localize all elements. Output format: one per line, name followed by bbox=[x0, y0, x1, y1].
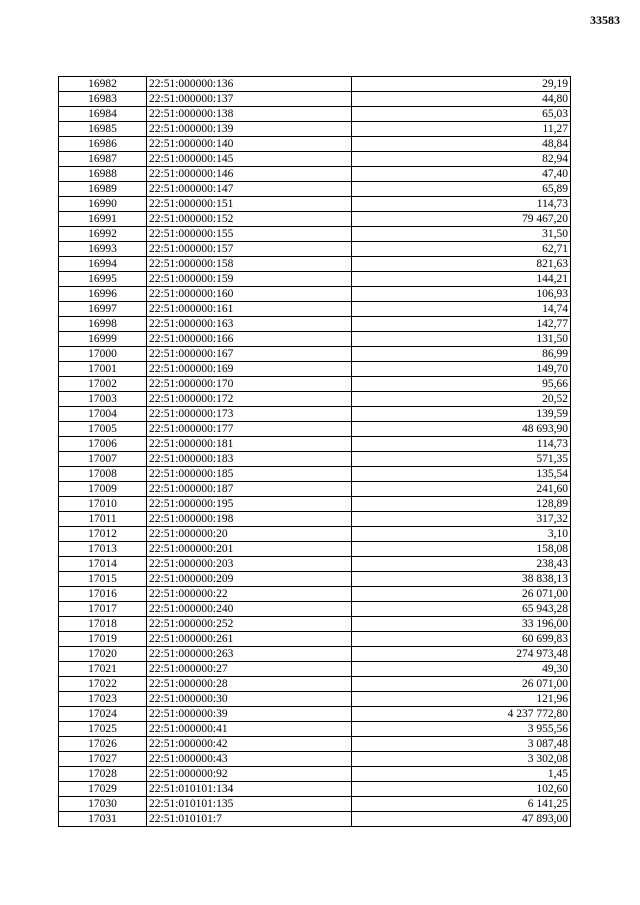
value-cell: 158,08 bbox=[352, 542, 571, 557]
cadastral-number-cell: 22:51:000000:152 bbox=[147, 212, 352, 227]
cadastral-number-cell: 22:51:000000:146 bbox=[147, 167, 352, 182]
cadastral-number-cell: 22:51:000000:198 bbox=[147, 512, 352, 527]
table-row bbox=[59, 122, 571, 137]
table-row bbox=[59, 257, 571, 272]
table-row bbox=[59, 662, 571, 677]
cadastral-number-cell: 22:51:000000:136 bbox=[147, 77, 352, 92]
table-row bbox=[59, 782, 571, 797]
cadastral-number-cell: 22:51:000000:20 bbox=[147, 527, 352, 542]
table-row bbox=[59, 332, 571, 347]
row-number-cell: 17009 bbox=[59, 482, 147, 497]
value-cell: 79 467,20 bbox=[352, 212, 571, 227]
row-number-cell: 16986 bbox=[59, 137, 147, 152]
value-cell: 139,59 bbox=[352, 407, 571, 422]
value-cell: 3 087,48 bbox=[352, 737, 571, 752]
row-number-cell: 17027 bbox=[59, 752, 147, 767]
row-number-cell: 17026 bbox=[59, 737, 147, 752]
table-row bbox=[59, 362, 571, 377]
table-row bbox=[59, 437, 571, 452]
table-row bbox=[59, 572, 571, 587]
value-cell: 121,96 bbox=[352, 692, 571, 707]
cadastral-number-cell: 22:51:000000:28 bbox=[147, 677, 352, 692]
value-cell: 48,84 bbox=[352, 137, 571, 152]
table-row bbox=[59, 227, 571, 242]
cadastral-number-cell: 22:51:000000:158 bbox=[147, 257, 352, 272]
row-number-cell: 17017 bbox=[59, 602, 147, 617]
cadastral-number-cell: 22:51:000000:159 bbox=[147, 272, 352, 287]
cadastral-number-cell: 22:51:000000:138 bbox=[147, 107, 352, 122]
cadastral-number-cell: 22:51:000000:41 bbox=[147, 722, 352, 737]
value-cell: 571,35 bbox=[352, 452, 571, 467]
cadastral-number-cell: 22:51:000000:185 bbox=[147, 467, 352, 482]
cadastral-number-cell: 22:51:000000:30 bbox=[147, 692, 352, 707]
value-cell: 6 141,25 bbox=[352, 797, 571, 812]
row-number-cell: 16991 bbox=[59, 212, 147, 227]
table-row bbox=[59, 242, 571, 257]
value-cell: 44,80 bbox=[352, 92, 571, 107]
row-number-cell: 17016 bbox=[59, 587, 147, 602]
table-row bbox=[59, 407, 571, 422]
value-cell: 95,66 bbox=[352, 377, 571, 392]
table-row bbox=[59, 707, 571, 722]
value-cell: 114,73 bbox=[352, 437, 571, 452]
table-row bbox=[59, 467, 571, 482]
row-number-cell: 17011 bbox=[59, 512, 147, 527]
value-cell: 26 071,00 bbox=[352, 677, 571, 692]
row-number-cell: 17013 bbox=[59, 542, 147, 557]
row-number-cell: 17020 bbox=[59, 647, 147, 662]
cadastral-number-cell: 22:51:000000:147 bbox=[147, 182, 352, 197]
row-number-cell: 16993 bbox=[59, 242, 147, 257]
row-number-cell: 17030 bbox=[59, 797, 147, 812]
cadastral-number-cell: 22:51:000000:201 bbox=[147, 542, 352, 557]
value-cell: 102,60 bbox=[352, 782, 571, 797]
value-cell: 135,54 bbox=[352, 467, 571, 482]
table-row bbox=[59, 452, 571, 467]
row-number-cell: 17004 bbox=[59, 407, 147, 422]
cadastral-number-cell: 22:51:000000:183 bbox=[147, 452, 352, 467]
table-row bbox=[59, 737, 571, 752]
cadastral-number-cell: 22:51:000000:252 bbox=[147, 617, 352, 632]
page-number: 33583 bbox=[590, 13, 620, 27]
table-row bbox=[59, 77, 571, 92]
cadastral-number-cell: 22:51:000000:139 bbox=[147, 122, 352, 137]
cadastral-number-cell: 22:51:010101:134 bbox=[147, 782, 352, 797]
cadastral-number-cell: 22:51:000000:151 bbox=[147, 197, 352, 212]
row-number-cell: 17022 bbox=[59, 677, 147, 692]
value-cell: 33 196,00 bbox=[352, 617, 571, 632]
row-number-cell: 17029 bbox=[59, 782, 147, 797]
table-row bbox=[59, 107, 571, 122]
row-number-cell: 16998 bbox=[59, 317, 147, 332]
value-cell: 60 699,83 bbox=[352, 632, 571, 647]
table-row bbox=[59, 632, 571, 647]
value-cell: 128,89 bbox=[352, 497, 571, 512]
row-number-cell: 16983 bbox=[59, 92, 147, 107]
cadastral-number-cell: 22:51:000000:209 bbox=[147, 572, 352, 587]
table-row bbox=[59, 512, 571, 527]
value-cell: 65 943,28 bbox=[352, 602, 571, 617]
value-cell: 49,30 bbox=[352, 662, 571, 677]
value-cell: 238,43 bbox=[352, 557, 571, 572]
row-number-cell: 17031 bbox=[59, 812, 147, 827]
row-number-cell: 17007 bbox=[59, 452, 147, 467]
value-cell: 47,40 bbox=[352, 167, 571, 182]
table-row bbox=[59, 287, 571, 302]
cadastral-number-cell: 22:51:000000:157 bbox=[147, 242, 352, 257]
cadastral-number-cell: 22:51:000000:203 bbox=[147, 557, 352, 572]
table-row bbox=[59, 152, 571, 167]
table-row bbox=[59, 617, 571, 632]
row-number-cell: 17006 bbox=[59, 437, 147, 452]
cadastral-number-cell: 22:51:000000:155 bbox=[147, 227, 352, 242]
cadastral-number-cell: 22:51:000000:43 bbox=[147, 752, 352, 767]
row-number-cell: 17001 bbox=[59, 362, 147, 377]
value-cell: 821,63 bbox=[352, 257, 571, 272]
value-cell: 31,50 bbox=[352, 227, 571, 242]
value-cell: 86,99 bbox=[352, 347, 571, 362]
cadastral-number-cell: 22:51:000000:166 bbox=[147, 332, 352, 347]
row-number-cell: 16988 bbox=[59, 167, 147, 182]
row-number-cell: 16992 bbox=[59, 227, 147, 242]
table-row bbox=[59, 482, 571, 497]
value-cell: 82,94 bbox=[352, 152, 571, 167]
table-row bbox=[59, 587, 571, 602]
table-row bbox=[59, 557, 571, 572]
table-row bbox=[59, 302, 571, 317]
row-number-cell: 17012 bbox=[59, 527, 147, 542]
value-cell: 47 893,00 bbox=[352, 812, 571, 827]
row-number-cell: 17024 bbox=[59, 707, 147, 722]
table-row bbox=[59, 542, 571, 557]
value-cell: 4 237 772,80 bbox=[352, 707, 571, 722]
row-number-cell: 16989 bbox=[59, 182, 147, 197]
row-number-cell: 17003 bbox=[59, 392, 147, 407]
row-number-cell: 16990 bbox=[59, 197, 147, 212]
row-number-cell: 16999 bbox=[59, 332, 147, 347]
table-row bbox=[59, 647, 571, 662]
value-cell: 14,74 bbox=[352, 302, 571, 317]
value-cell: 131,50 bbox=[352, 332, 571, 347]
cadastral-number-cell: 22:51:000000:170 bbox=[147, 377, 352, 392]
row-number-cell: 17010 bbox=[59, 497, 147, 512]
cadastral-number-cell: 22:51:000000:42 bbox=[147, 737, 352, 752]
cadastral-number-cell: 22:51:010101:135 bbox=[147, 797, 352, 812]
cadastral-number-cell: 22:51:000000:173 bbox=[147, 407, 352, 422]
value-cell: 65,03 bbox=[352, 107, 571, 122]
cadastral-number-cell: 22:51:000000:167 bbox=[147, 347, 352, 362]
table-row bbox=[59, 692, 571, 707]
row-number-cell: 16985 bbox=[59, 122, 147, 137]
row-number-cell: 17023 bbox=[59, 692, 147, 707]
table-row bbox=[59, 317, 571, 332]
table-row bbox=[59, 602, 571, 617]
cadastral-number-cell: 22:51:000000:145 bbox=[147, 152, 352, 167]
table-row bbox=[59, 392, 571, 407]
table-row bbox=[59, 137, 571, 152]
value-cell: 3,10 bbox=[352, 527, 571, 542]
value-cell: 38 838,13 bbox=[352, 572, 571, 587]
value-cell: 29,19 bbox=[352, 77, 571, 92]
value-cell: 106,93 bbox=[352, 287, 571, 302]
table-row bbox=[59, 92, 571, 107]
row-number-cell: 16987 bbox=[59, 152, 147, 167]
value-cell: 26 071,00 bbox=[352, 587, 571, 602]
table-row bbox=[59, 677, 571, 692]
value-cell: 3 955,56 bbox=[352, 722, 571, 737]
cadastral-number-cell: 22:51:000000:92 bbox=[147, 767, 352, 782]
cadastral-number-cell: 22:51:000000:161 bbox=[147, 302, 352, 317]
row-number-cell: 17018 bbox=[59, 617, 147, 632]
table-row bbox=[59, 722, 571, 737]
value-cell: 274 973,48 bbox=[352, 647, 571, 662]
row-number-cell: 17000 bbox=[59, 347, 147, 362]
row-number-cell: 17028 bbox=[59, 767, 147, 782]
cadastral-number-cell: 22:51:010101:7 bbox=[147, 812, 352, 827]
cadastral-number-cell: 22:51:000000:172 bbox=[147, 392, 352, 407]
value-cell: 149,70 bbox=[352, 362, 571, 377]
row-number-cell: 17025 bbox=[59, 722, 147, 737]
row-number-cell: 17002 bbox=[59, 377, 147, 392]
registry-table bbox=[58, 76, 571, 827]
row-number-cell: 16996 bbox=[59, 287, 147, 302]
cadastral-number-cell: 22:51:000000:27 bbox=[147, 662, 352, 677]
value-cell: 62,71 bbox=[352, 242, 571, 257]
cadastral-number-cell: 22:51:000000:240 bbox=[147, 602, 352, 617]
table-row bbox=[59, 182, 571, 197]
cadastral-number-cell: 22:51:000000:39 bbox=[147, 707, 352, 722]
table-row bbox=[59, 527, 571, 542]
table-row bbox=[59, 377, 571, 392]
cadastral-number-cell: 22:51:000000:177 bbox=[147, 422, 352, 437]
table-row bbox=[59, 167, 571, 182]
table-row bbox=[59, 212, 571, 227]
row-number-cell: 17005 bbox=[59, 422, 147, 437]
value-cell: 241,60 bbox=[352, 482, 571, 497]
value-cell: 114,73 bbox=[352, 197, 571, 212]
row-number-cell: 16984 bbox=[59, 107, 147, 122]
table-row bbox=[59, 812, 571, 827]
value-cell: 142,77 bbox=[352, 317, 571, 332]
table-row bbox=[59, 752, 571, 767]
cadastral-number-cell: 22:51:000000:137 bbox=[147, 92, 352, 107]
table-row bbox=[59, 272, 571, 287]
cadastral-number-cell: 22:51:000000:22 bbox=[147, 587, 352, 602]
table-row bbox=[59, 497, 571, 512]
row-number-cell: 17021 bbox=[59, 662, 147, 677]
row-number-cell: 17015 bbox=[59, 572, 147, 587]
row-number-cell: 17014 bbox=[59, 557, 147, 572]
table-row bbox=[59, 347, 571, 362]
table-row bbox=[59, 797, 571, 812]
cadastral-number-cell: 22:51:000000:160 bbox=[147, 287, 352, 302]
table-row bbox=[59, 422, 571, 437]
row-number-cell: 16997 bbox=[59, 302, 147, 317]
value-cell: 1,45 bbox=[352, 767, 571, 782]
cadastral-number-cell: 22:51:000000:181 bbox=[147, 437, 352, 452]
value-cell: 144,21 bbox=[352, 272, 571, 287]
row-number-cell: 16994 bbox=[59, 257, 147, 272]
row-number-cell: 17008 bbox=[59, 467, 147, 482]
value-cell: 20,52 bbox=[352, 392, 571, 407]
cadastral-number-cell: 22:51:000000:163 bbox=[147, 317, 352, 332]
cadastral-number-cell: 22:51:000000:195 bbox=[147, 497, 352, 512]
value-cell: 65,89 bbox=[352, 182, 571, 197]
cadastral-number-cell: 22:51:000000:140 bbox=[147, 137, 352, 152]
value-cell: 11,27 bbox=[352, 122, 571, 137]
cadastral-number-cell: 22:51:000000:187 bbox=[147, 482, 352, 497]
value-cell: 317,32 bbox=[352, 512, 571, 527]
registry-table-body bbox=[59, 77, 571, 827]
value-cell: 48 693,90 bbox=[352, 422, 571, 437]
table-row bbox=[59, 197, 571, 212]
cadastral-number-cell: 22:51:000000:261 bbox=[147, 632, 352, 647]
cadastral-number-cell: 22:51:000000:263 bbox=[147, 647, 352, 662]
table-row bbox=[59, 767, 571, 782]
row-number-cell: 17019 bbox=[59, 632, 147, 647]
cadastral-number-cell: 22:51:000000:169 bbox=[147, 362, 352, 377]
value-cell: 3 302,08 bbox=[352, 752, 571, 767]
row-number-cell: 16995 bbox=[59, 272, 147, 287]
row-number-cell: 16982 bbox=[59, 77, 147, 92]
